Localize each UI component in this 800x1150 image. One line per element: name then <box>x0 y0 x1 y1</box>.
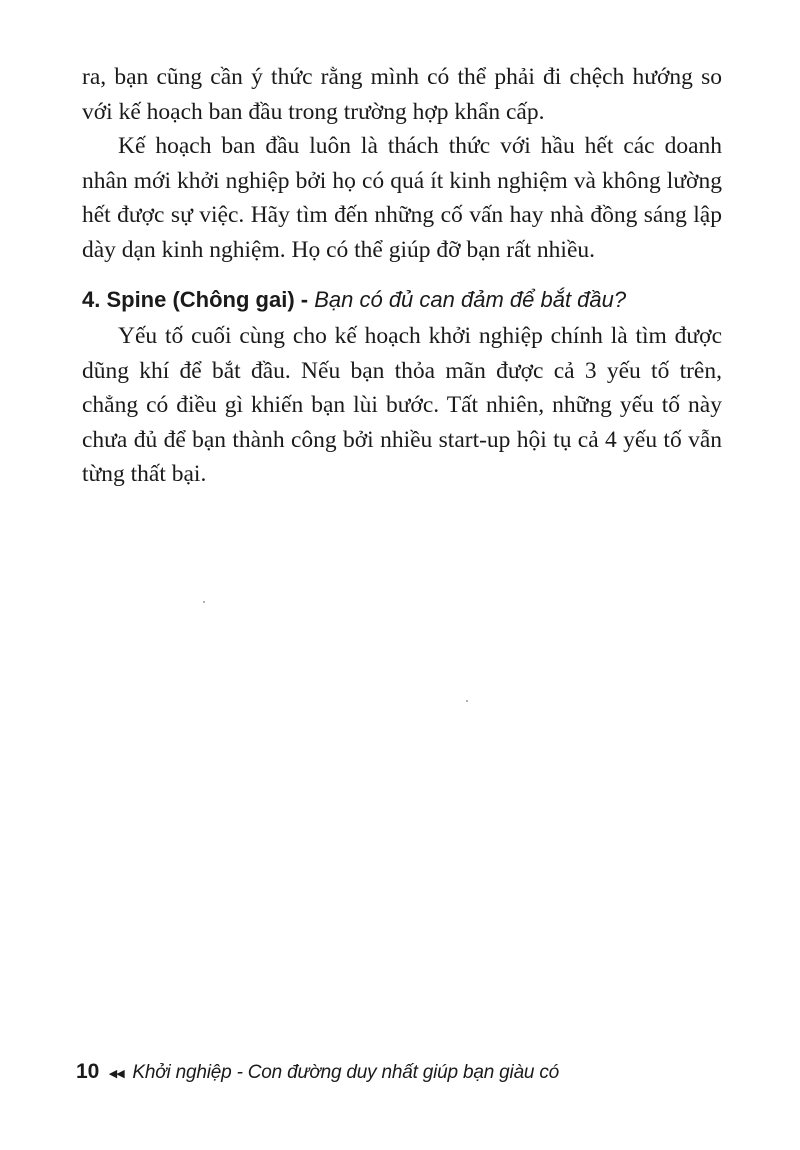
page-number: 10 <box>76 1060 100 1083</box>
paper-speck <box>203 601 205 603</box>
section-heading <box>82 285 722 315</box>
paragraph-spine: Yếu tố cuối cùng cho kế hoạch khởi nghiệp chính là tìm được dũng khí để bắt đầu. Nếu bạn thỏa mãn được cả 3 yếu tố trên, chẳng có điều gì khiến bạn lùi bước. Tất nhiên, những yếu tố này chưa đủ để bạn thành công bởi nhiều start-up hội tụ cả 4 yếu tố vẫn từng thất bại. <box>82 323 722 487</box>
section-heading-title: 4. Spine (Chông gai) - <box>82 287 315 312</box>
section-heading-question: Bạn có đủ can đảm để bắt đầu? <box>314 287 627 312</box>
page-footer <box>76 1058 559 1088</box>
page-body <box>82 60 722 492</box>
paragraph-initial-plan: Kế hoạch ban đầu luôn là thách thức với hầu hết các doanh nhân mới khởi nghiệp bởi họ có quá ít kinh nghiệm và không lường hết được sự việc. Hãy tìm đến những cố vấn hay nhà đồng sáng lập dày dạn kinh nghiệm. Họ có thể giúp đỡ bạn rất nhiều. <box>82 133 722 263</box>
paper-speck <box>466 700 468 702</box>
running-book-title: Khởi nghiệp - Con đường duy nhất giúp bạn giàu có <box>132 1062 560 1083</box>
double-left-arrow-icon: ◂◂ <box>109 1065 125 1082</box>
paragraph-continuation: ra, bạn cũng cần ý thức rằng mình có thể phải đi chệch hướng so với kế hoạch ban đầu trong trường hợp khẩn cấp. <box>82 64 722 125</box>
